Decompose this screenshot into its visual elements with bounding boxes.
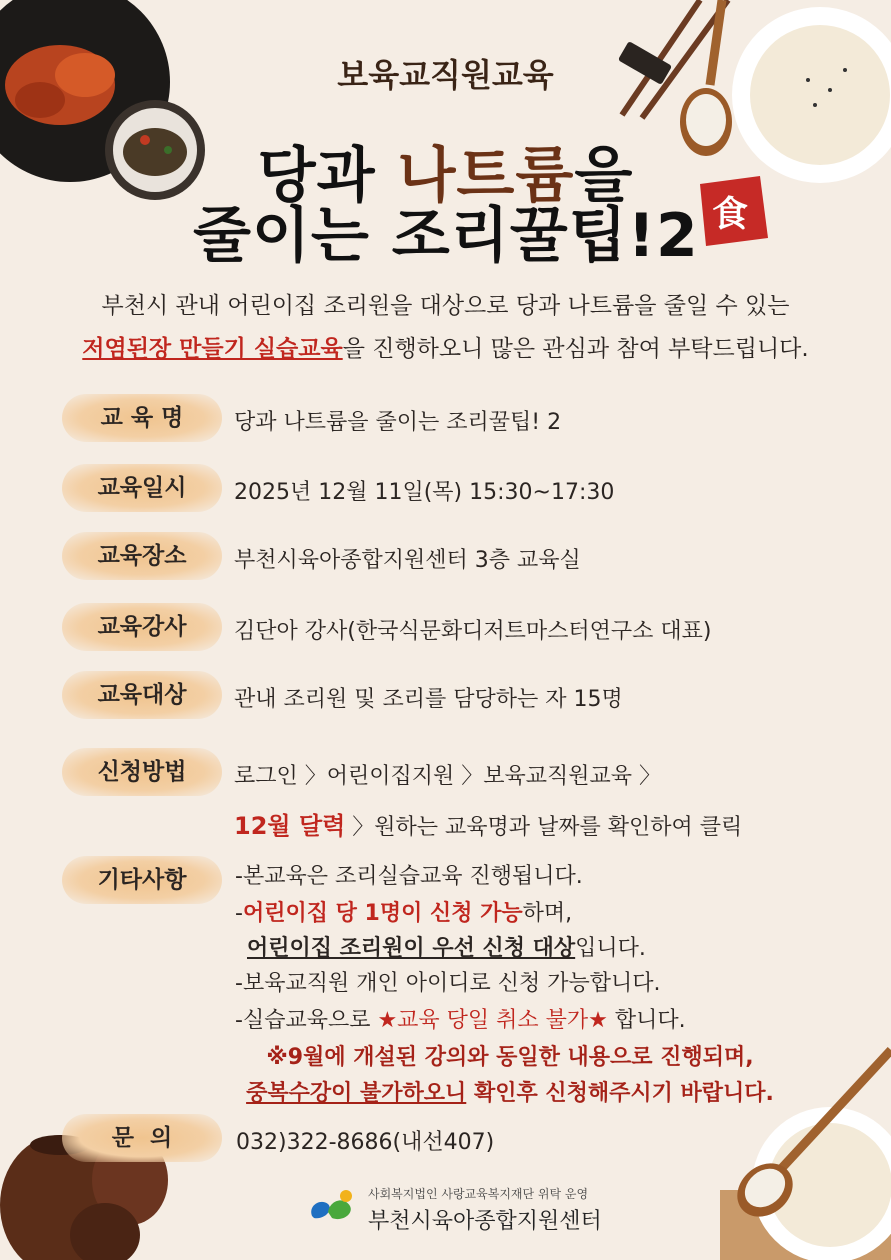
detail-value-target: 관내 조리원 및 조리를 담당하는 자 15명 [234,687,623,712]
detail-label-name: 교 육 명 [62,394,222,442]
stamp-text: 食 [712,194,749,235]
detail-value-place: 부천시육아종합지원센터 3층 교육실 [234,548,581,573]
warning-line2 [0,1076,891,1107]
apply-line2 [234,806,742,841]
warning-rest: 확인후 신청해주시기 바랍니다. [466,1081,774,1106]
note-line2-rest: 하며, [522,901,573,926]
detail-value-instructor: 김단아 강사(한국식문화디저트마스터연구소 대표) [234,619,712,644]
note-line5-prefix: -실습교육으로 [235,1008,378,1033]
note-line3-underlined: 어린이집 조리원이 우선 신청 대상 [247,936,576,961]
warning-line1: ※9월에 개설된 강의와 동일한 내용으로 진행되며, [266,1045,754,1070]
contact-label: 문 의 [62,1114,222,1162]
note-line5 [235,1003,686,1034]
note-line5-highlight: ★교육 당일 취소 불가★ [377,1008,608,1033]
detail-label-place: 교육장소 [62,532,222,580]
detail-value-name: 당과 나트륨을 줄이는 조리꿀팁! 2 [234,410,562,435]
warning-underlined: 중복수강이 불가하오니 [246,1081,467,1106]
note-line2-prefix: - [235,901,243,926]
title-part-c: 을 [574,141,634,211]
title-part-b: 나트륨 [397,141,575,211]
apply-label: 신청방법 [62,748,222,796]
title-number: 2 [655,201,699,271]
note-line5-rest: 합니다. [607,1008,686,1033]
detail-label-instructor: 교육강사 [62,603,222,651]
note-line2 [235,896,572,927]
detail-label-target: 교육대상 [62,671,222,719]
detail-label-datetime: 교육일시 [62,464,222,512]
title-part-a: 당과 [257,141,398,211]
notes-label: 기타사항 [62,856,222,904]
apply-highlight: 12월 달력 [234,812,346,840]
note-line4: -보육교직원 개인 아이디로 신청 가능합니다. [235,971,661,996]
org-name: 부천시육아종합지원센터 [368,1209,602,1234]
note-line1: -본교육은 조리실습교육 진행됩니다. [235,864,583,889]
apply-line1: 로그인 〉어린이집지원 〉보육교직원교육 〉 [234,764,662,789]
poster-subtitle: 보육교직원교육 [337,56,554,94]
intro-highlight: 저염된장 만들기 실습교육 [82,336,343,362]
apply-rest: 〉원하는 교육명과 날짜를 확인하여 클릭 [345,815,743,840]
note-line3 [247,931,646,962]
org-subtitle: 사회복지법인 사랑교육복지재단 위탁 운영 [368,1187,589,1201]
note-line3-rest: 입니다. [575,936,646,961]
note-line2-highlight: 어린이집 당 1명이 신청 가능 [242,901,523,926]
intro-line2 [0,330,891,363]
intro-line1: 부천시 관내 어린이집 조리원을 대상으로 당과 나트륨을 줄일 수 있는 [101,293,790,319]
center-logo-icon [306,1186,360,1226]
detail-value-datetime: 2025년 12월 11일(목) 15:30~17:30 [234,480,615,505]
title-line2-text: 줄이는 조리꿀팁! [193,201,656,271]
contact-phone: 032)322-8686(내선407) [236,1130,495,1155]
intro-rest: 을 진행하오니 많은 관심과 참여 부탁드립니다. [342,336,809,362]
poster-title-line2 [193,188,699,274]
